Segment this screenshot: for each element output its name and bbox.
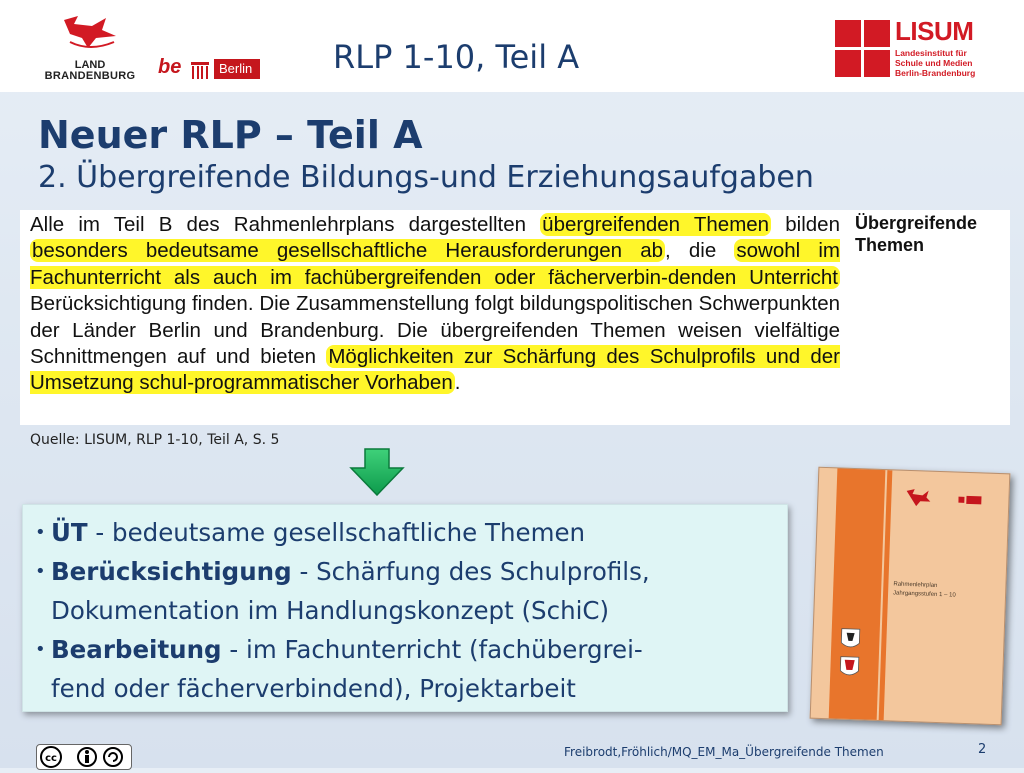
cover-line-1: Rahmenlehrplan <box>893 581 938 589</box>
lisum-sub-2: Schule und Medien <box>895 58 973 68</box>
quote-part-2: bilden <box>771 213 840 236</box>
quote-highlight-2: besonders bedeutsame gesellschaftliche Herausforderungen ab <box>32 239 664 263</box>
bullet-text: Dokumentation im Handlungskonzept (SchiC) <box>51 596 610 625</box>
source-citation: Quelle: LISUM, RLP 1-10, Teil A, S. 5 <box>30 432 280 448</box>
quote-highlight-1: übergreifenden Themen <box>542 213 770 236</box>
svg-text:cc: cc <box>45 753 57 764</box>
quote-part-4: Berücksichtigung finden. Die Zusammenstellung folgt bildungspolitischen Schwerpunkten der Länder Berlin und Brandenburg. Die übergreifenden Themen weisen vielfältige Schnittmengen auf und bieten <box>30 292 840 369</box>
cover-berlin-logo-icon <box>958 495 982 508</box>
list-item-continuation <box>35 669 650 708</box>
lisum-name: LISUM <box>895 16 974 46</box>
quote-highlight-3: sowohl im Fachunterricht als auch im fachübergreifenden oder fächerverbin-denden Unterricht <box>30 239 840 289</box>
summary-box <box>22 504 788 712</box>
quote-part-3: , die <box>665 239 735 263</box>
logo-berlin-text: Berlin <box>219 61 253 76</box>
header-title: RLP 1-10, Teil A <box>333 38 580 76</box>
cc-by-sa-icon <box>37 745 131 769</box>
list-item-continuation <box>35 591 650 630</box>
bullet-bold: ÜT <box>51 518 88 547</box>
list-item <box>35 513 650 552</box>
quote-part-5: . <box>454 371 461 395</box>
logo-brandenburg-text: BRANDENBURG <box>44 70 136 82</box>
bullet-text: - Schärfung des Schulprofils, <box>291 557 650 586</box>
list-item <box>35 552 650 591</box>
header-bar <box>0 0 1024 92</box>
logo-be-text: be <box>158 56 182 78</box>
bullet-dot: • <box>35 561 46 582</box>
brandenburg-gate-icon <box>190 60 210 80</box>
bullet-text: fend oder fächerverbindend), Projektarbeit <box>51 674 576 703</box>
bullet-dot: • <box>35 522 46 543</box>
quote-part-1: Alle im Teil B des Rahmenlehrplans dargestellten <box>30 213 541 236</box>
bullet-bold: Bearbeitung <box>51 635 222 664</box>
quote-highlight-4: Möglichkeiten zur Schärfung des Schulprofils und der Umsetzung schul-programmatischer Vorhaben <box>30 345 841 395</box>
bullet-dot: • <box>35 639 46 660</box>
logo-land-text: LAND <box>74 59 106 71</box>
eagle-icon <box>44 12 136 60</box>
cover-text <box>893 580 956 600</box>
lisum-logo <box>835 18 990 80</box>
slide-subtitle: 2. Übergreifende Bildungs-und Erziehungsaufgaben <box>38 160 814 195</box>
rahmenlehrplan-cover-image <box>810 467 1011 726</box>
bullet-bold: Berücksichtigung <box>51 557 292 586</box>
side-heading: Übergreifende Themen <box>855 213 978 255</box>
slide-title: Neuer RLP – Teil A <box>38 113 423 157</box>
quote-excerpt <box>20 210 1010 425</box>
lisum-grid-icon <box>835 20 891 78</box>
cc-license-badge <box>36 744 132 770</box>
summary-list <box>35 513 650 708</box>
cover-line-2: Jahrgangsstufen 1 – 10 <box>892 590 956 599</box>
lisum-sub-3: Berlin-Brandenburg <box>895 68 976 78</box>
green-down-arrow-icon <box>349 448 405 496</box>
cover-eagle-icon <box>902 487 933 508</box>
footer-text: Freibrodt,Fröhlich/MQ_EM_Ma_Übergreifende Themen <box>564 745 884 759</box>
lisum-sub-1: Landesinstitut für <box>895 48 967 58</box>
bullet-text: - im Fachunterricht (fachübergrei- <box>221 635 643 664</box>
berlin-logo <box>158 56 260 84</box>
quote-text <box>30 212 840 397</box>
bullet-text: - bedeutsame gesellschaftliche Themen <box>87 518 586 547</box>
coat-of-arms-icon <box>838 627 862 684</box>
brandenburg-logo <box>44 12 136 86</box>
berlin-label-box <box>214 59 260 79</box>
list-item <box>35 630 650 669</box>
page-number: 2 <box>978 742 987 757</box>
